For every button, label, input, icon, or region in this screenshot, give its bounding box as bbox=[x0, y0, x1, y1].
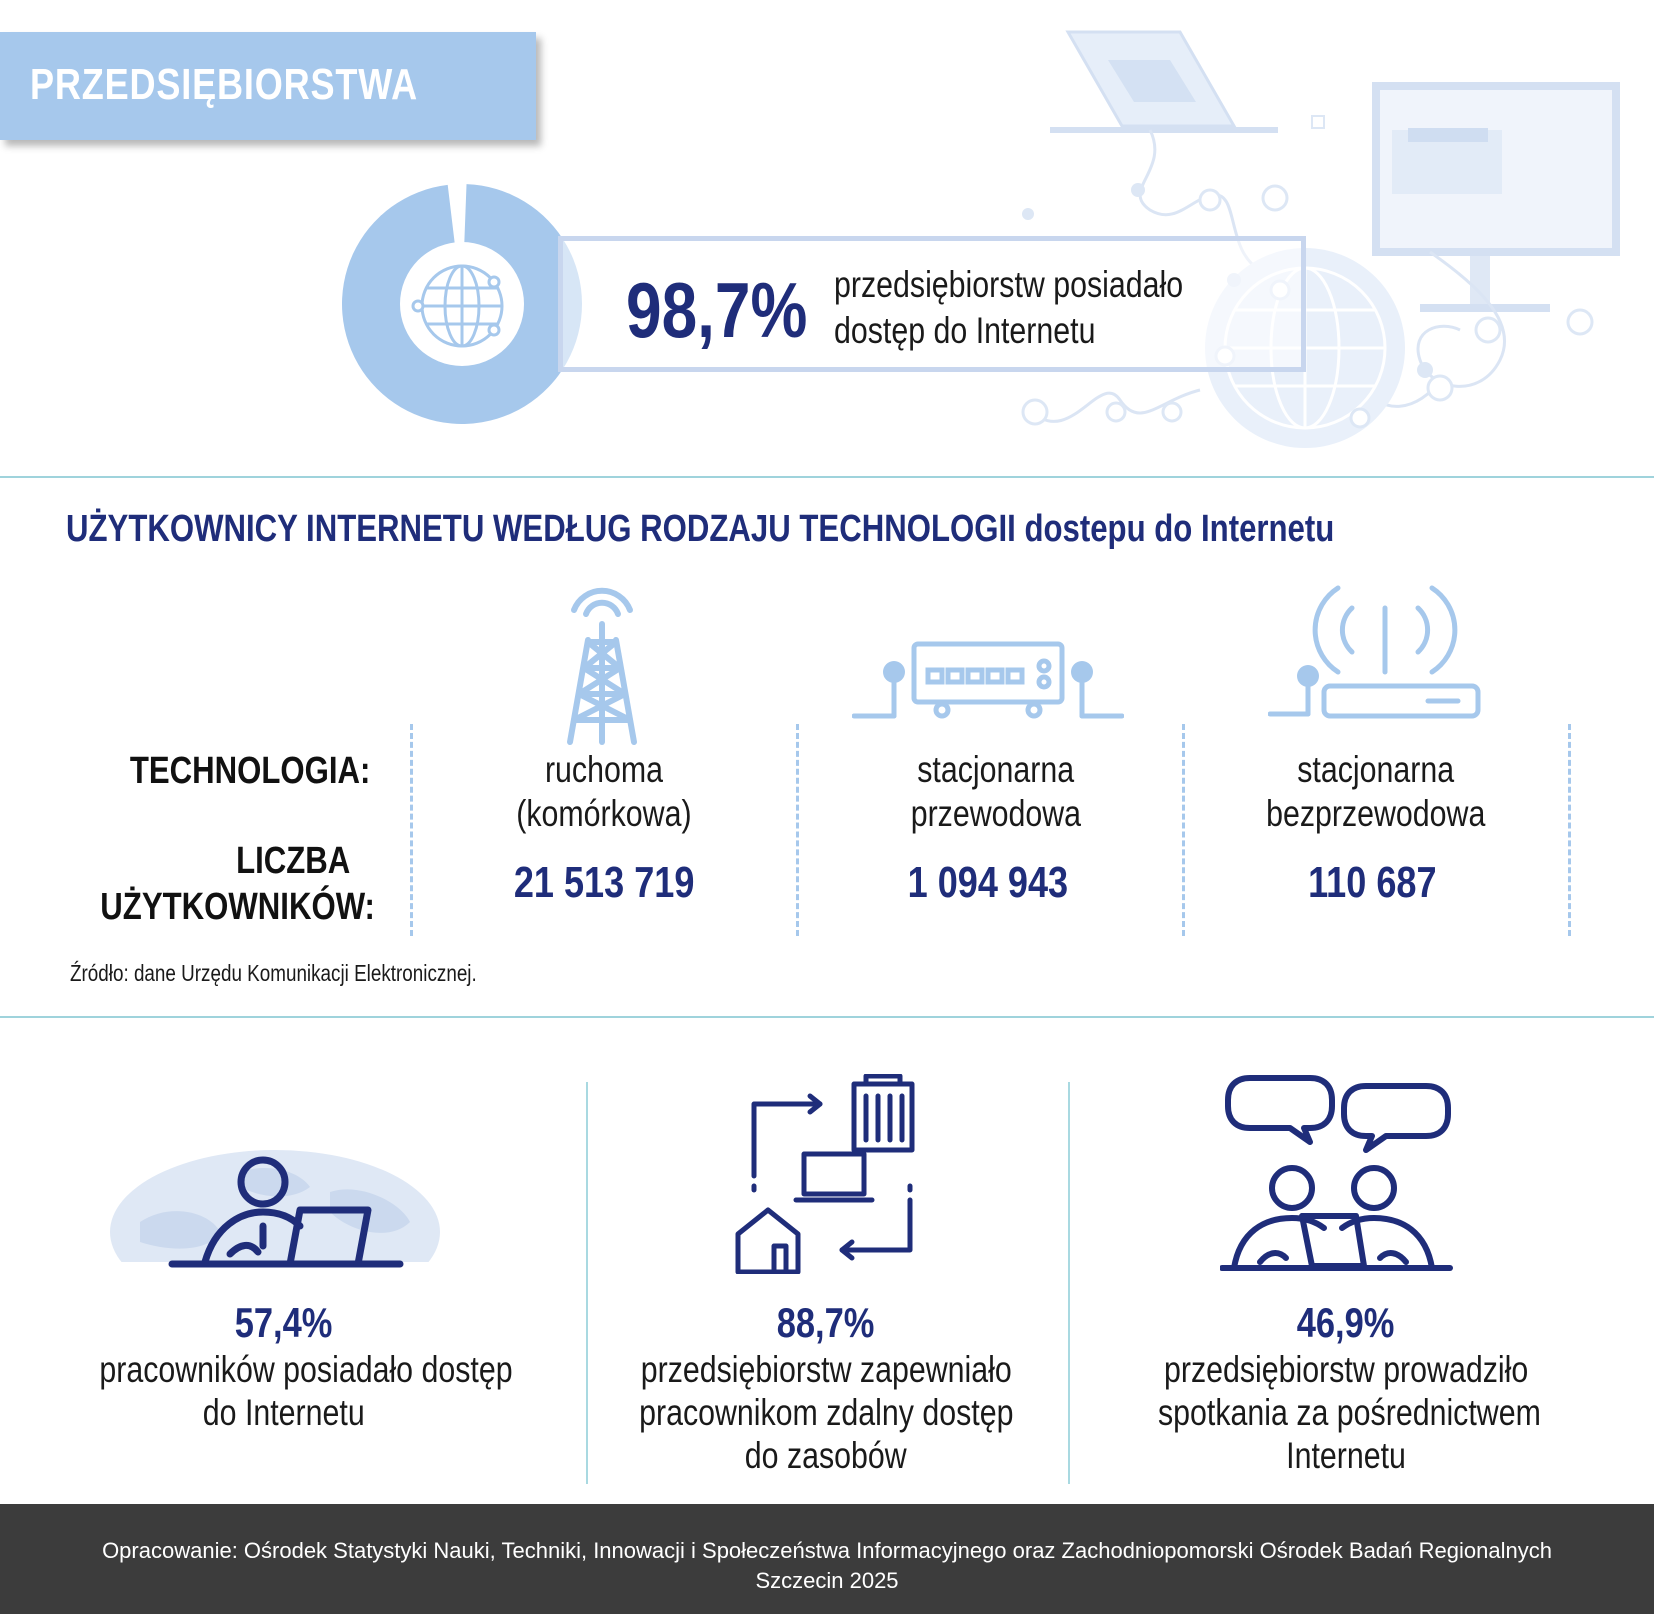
column-separator bbox=[796, 724, 799, 936]
column-separator bbox=[410, 724, 413, 936]
technology-name-wired: stacjonarna przewodowa bbox=[910, 749, 1082, 834]
stat-percentage-remote-access: 88,7% bbox=[777, 1299, 875, 1346]
footer-credit: Opracowanie: Ośrodek Statystyki Nauki, Techniki, Innowacji i Społeczeństwa Informacyjnego oraz Zachodniopomorski Ośrodek Badań Regionalnych bbox=[102, 1538, 1552, 1563]
stat-percentage-online-meetings: 46,9% bbox=[1297, 1299, 1395, 1346]
technology-name-wireless: stacjonarna bezprzewodowa bbox=[1266, 749, 1486, 834]
wifi-router-icon bbox=[1268, 576, 1488, 722]
column-separator bbox=[1568, 724, 1571, 936]
section-divider bbox=[0, 1016, 1654, 1018]
column-separator bbox=[1068, 1082, 1070, 1484]
remote-worker-icon bbox=[100, 1132, 460, 1272]
users-count-mobile: 21 513 719 bbox=[513, 858, 695, 907]
section-divider bbox=[0, 476, 1654, 478]
technology-name-mobile: ruchoma (komórkowa) bbox=[516, 749, 692, 834]
internet-access-donut bbox=[342, 184, 582, 424]
technology-section-title: UŻYTKOWNICY INTERNETU WEDŁUG RODZAJU TECHNOLOGII dostepu do Internetu bbox=[66, 508, 1335, 550]
stat-description-remote-access: przedsiębiorstw zapewniało pracownikom zdalny dostęp do zasobów bbox=[638, 1349, 1014, 1476]
footer-place-year: Szczecin 2025 bbox=[755, 1568, 899, 1593]
users-count-wired: 1 094 943 bbox=[907, 858, 1069, 907]
footer bbox=[0, 1504, 1654, 1614]
modem-icon bbox=[852, 636, 1124, 722]
stat-percentage-employees: 57,4% bbox=[235, 1299, 333, 1346]
users-row-label: LICZBA UŻYTKOWNIKÓW: bbox=[100, 840, 375, 928]
cell-tower-icon bbox=[560, 580, 644, 746]
users-count-wireless: 110 687 bbox=[1307, 858, 1437, 907]
section-tag-label: PRZEDSIĘBIORSTWA bbox=[30, 60, 418, 109]
stat-description-employees: pracowników posiadało dostęp do Internetu bbox=[99, 1349, 513, 1433]
column-separator bbox=[586, 1082, 588, 1484]
remote-access-icon bbox=[730, 1074, 926, 1274]
stat-description-online-meetings: przedsiębiorstw prowadziło spotkania za pośrednictwem Internetu bbox=[1158, 1349, 1541, 1476]
source-note: Źródło: dane Urzędu Komunikacji Elektronicznej. bbox=[70, 960, 477, 986]
stat-description: przedsiębiorstw posiadało dostęp do Internetu bbox=[834, 264, 1184, 351]
stat-percentage: 98,7% bbox=[626, 266, 808, 354]
online-meeting-icon bbox=[1220, 1072, 1456, 1276]
technology-row-label: TECHNOLOGIA: bbox=[129, 750, 370, 792]
column-separator bbox=[1182, 724, 1185, 936]
